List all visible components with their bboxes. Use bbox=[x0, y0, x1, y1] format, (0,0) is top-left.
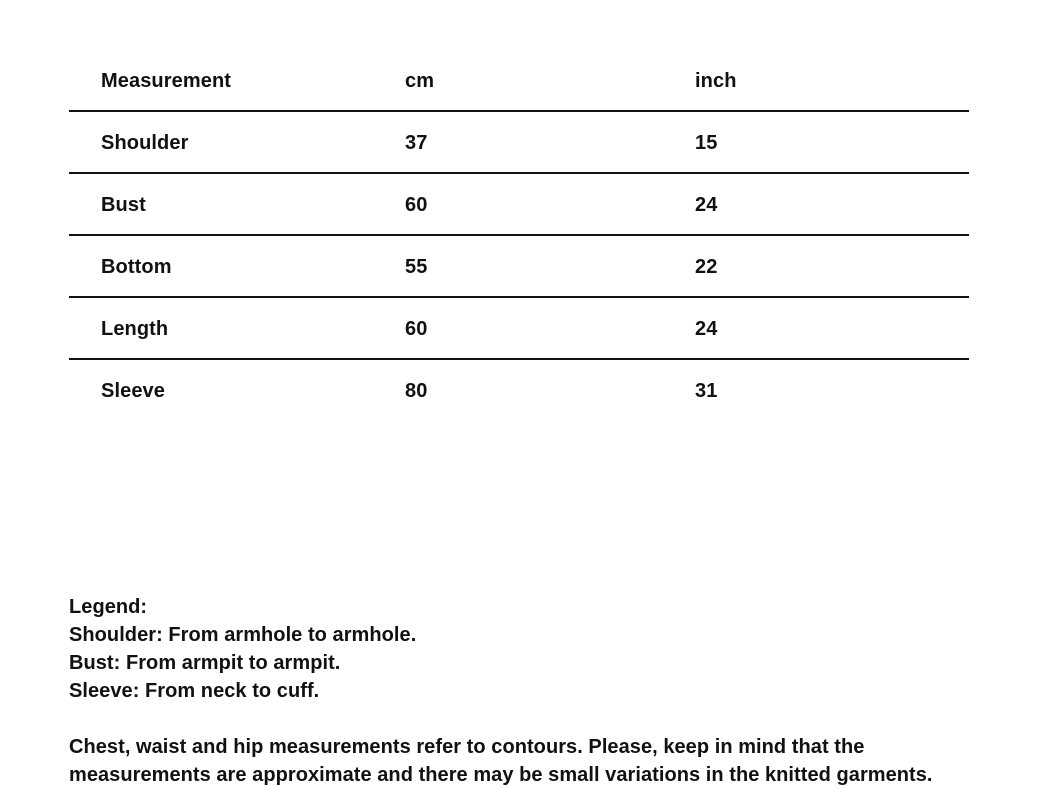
approximation-note: Chest, waist and hip measurements refer to contours. Please, keep in mind that the measurements are approximate and there may be small variations in the knitted garments. bbox=[69, 736, 933, 786]
row-cm-value: 37 bbox=[405, 132, 428, 154]
row-inch-value: 24 bbox=[695, 318, 718, 340]
row-label: Sleeve bbox=[101, 380, 165, 402]
row-inch-value: 24 bbox=[695, 194, 718, 216]
row-label: Length bbox=[101, 318, 169, 340]
table-row bbox=[69, 236, 969, 298]
row-label: Shoulder bbox=[101, 132, 189, 154]
legend-title: Legend: bbox=[69, 596, 148, 618]
table-row bbox=[69, 298, 969, 360]
size-table bbox=[69, 50, 969, 422]
header-inch: inch bbox=[695, 70, 737, 92]
legend-item: Shoulder: From armhole to armhole. bbox=[69, 624, 417, 646]
row-cm-value: 60 bbox=[405, 318, 428, 340]
legend-item: Sleeve: From neck to cuff. bbox=[69, 680, 320, 702]
table-row bbox=[69, 112, 969, 174]
row-inch-value: 15 bbox=[695, 132, 718, 154]
table-row bbox=[69, 360, 969, 422]
row-cm-value: 80 bbox=[405, 380, 428, 402]
header-cm: cm bbox=[405, 70, 435, 92]
row-label: Bottom bbox=[101, 256, 172, 278]
row-cm-value: 55 bbox=[405, 256, 428, 278]
header-measurement: Measurement bbox=[101, 70, 232, 92]
legend-item: Bust: From armpit to armpit. bbox=[69, 652, 341, 674]
row-cm-value: 60 bbox=[405, 194, 428, 216]
notes-spacer bbox=[69, 705, 1029, 733]
row-label: Bust bbox=[101, 194, 146, 216]
row-inch-value: 31 bbox=[695, 380, 718, 402]
table-row bbox=[69, 174, 969, 236]
measurement-notes bbox=[69, 593, 1029, 788]
table-header-row bbox=[69, 50, 969, 112]
row-inch-value: 22 bbox=[695, 256, 718, 278]
